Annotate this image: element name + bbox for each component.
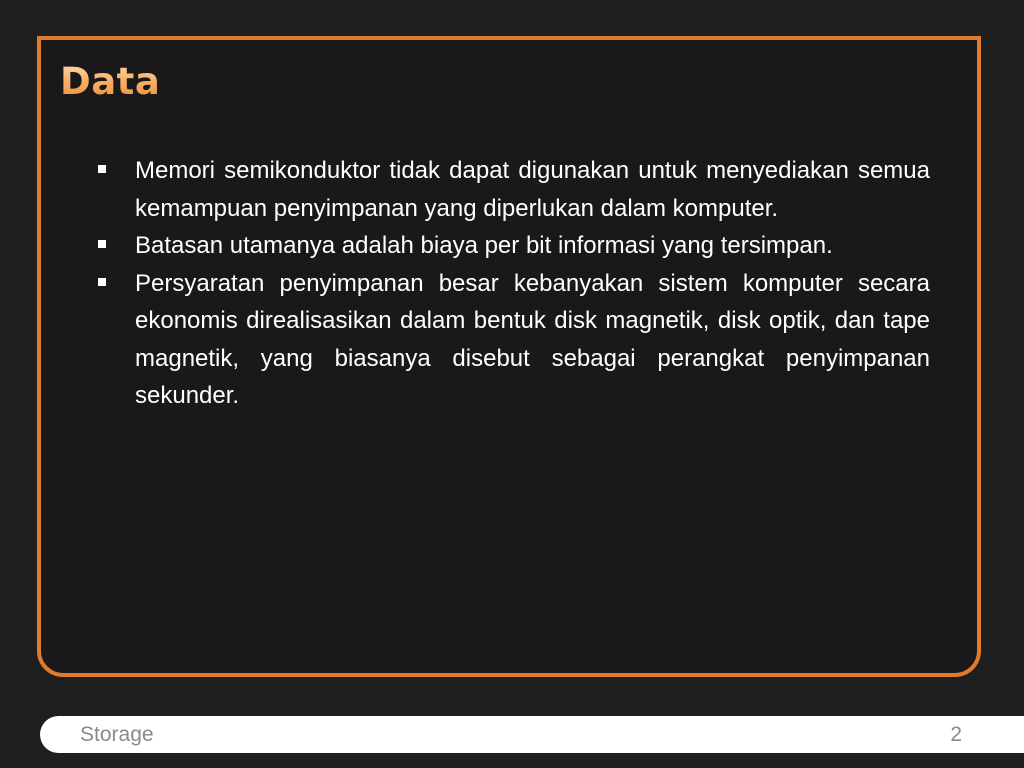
page-number: 2 (950, 723, 962, 746)
square-bullet-icon (98, 278, 106, 286)
footer-label: Storage (80, 723, 154, 746)
square-bullet-icon (98, 240, 106, 248)
bullet-list (96, 152, 930, 415)
bullet-text: Persyaratan penyimpanan besar kebanyakan sistem komputer secara ekonomis direalisasikan dalam bentuk disk magnetik, disk optik, dan tape magnetik, yang biasanya disebut sebagai perangkat penyimpanan sekunder. (135, 269, 930, 409)
bullet-item (96, 227, 930, 265)
bullet-item (96, 152, 930, 227)
bullet-text: Memori semikonduktor tidak dapat digunakan untuk menyediakan semua kemampuan penyimpanan yang diperlukan dalam komputer. (135, 157, 930, 222)
bullet-text: Batasan utamanya adalah biaya per bit informasi yang tersimpan. (135, 232, 833, 259)
slide-title: Data (60, 58, 160, 106)
square-bullet-icon (98, 165, 106, 173)
footer-bar (40, 716, 1024, 753)
bullet-item (96, 265, 930, 415)
